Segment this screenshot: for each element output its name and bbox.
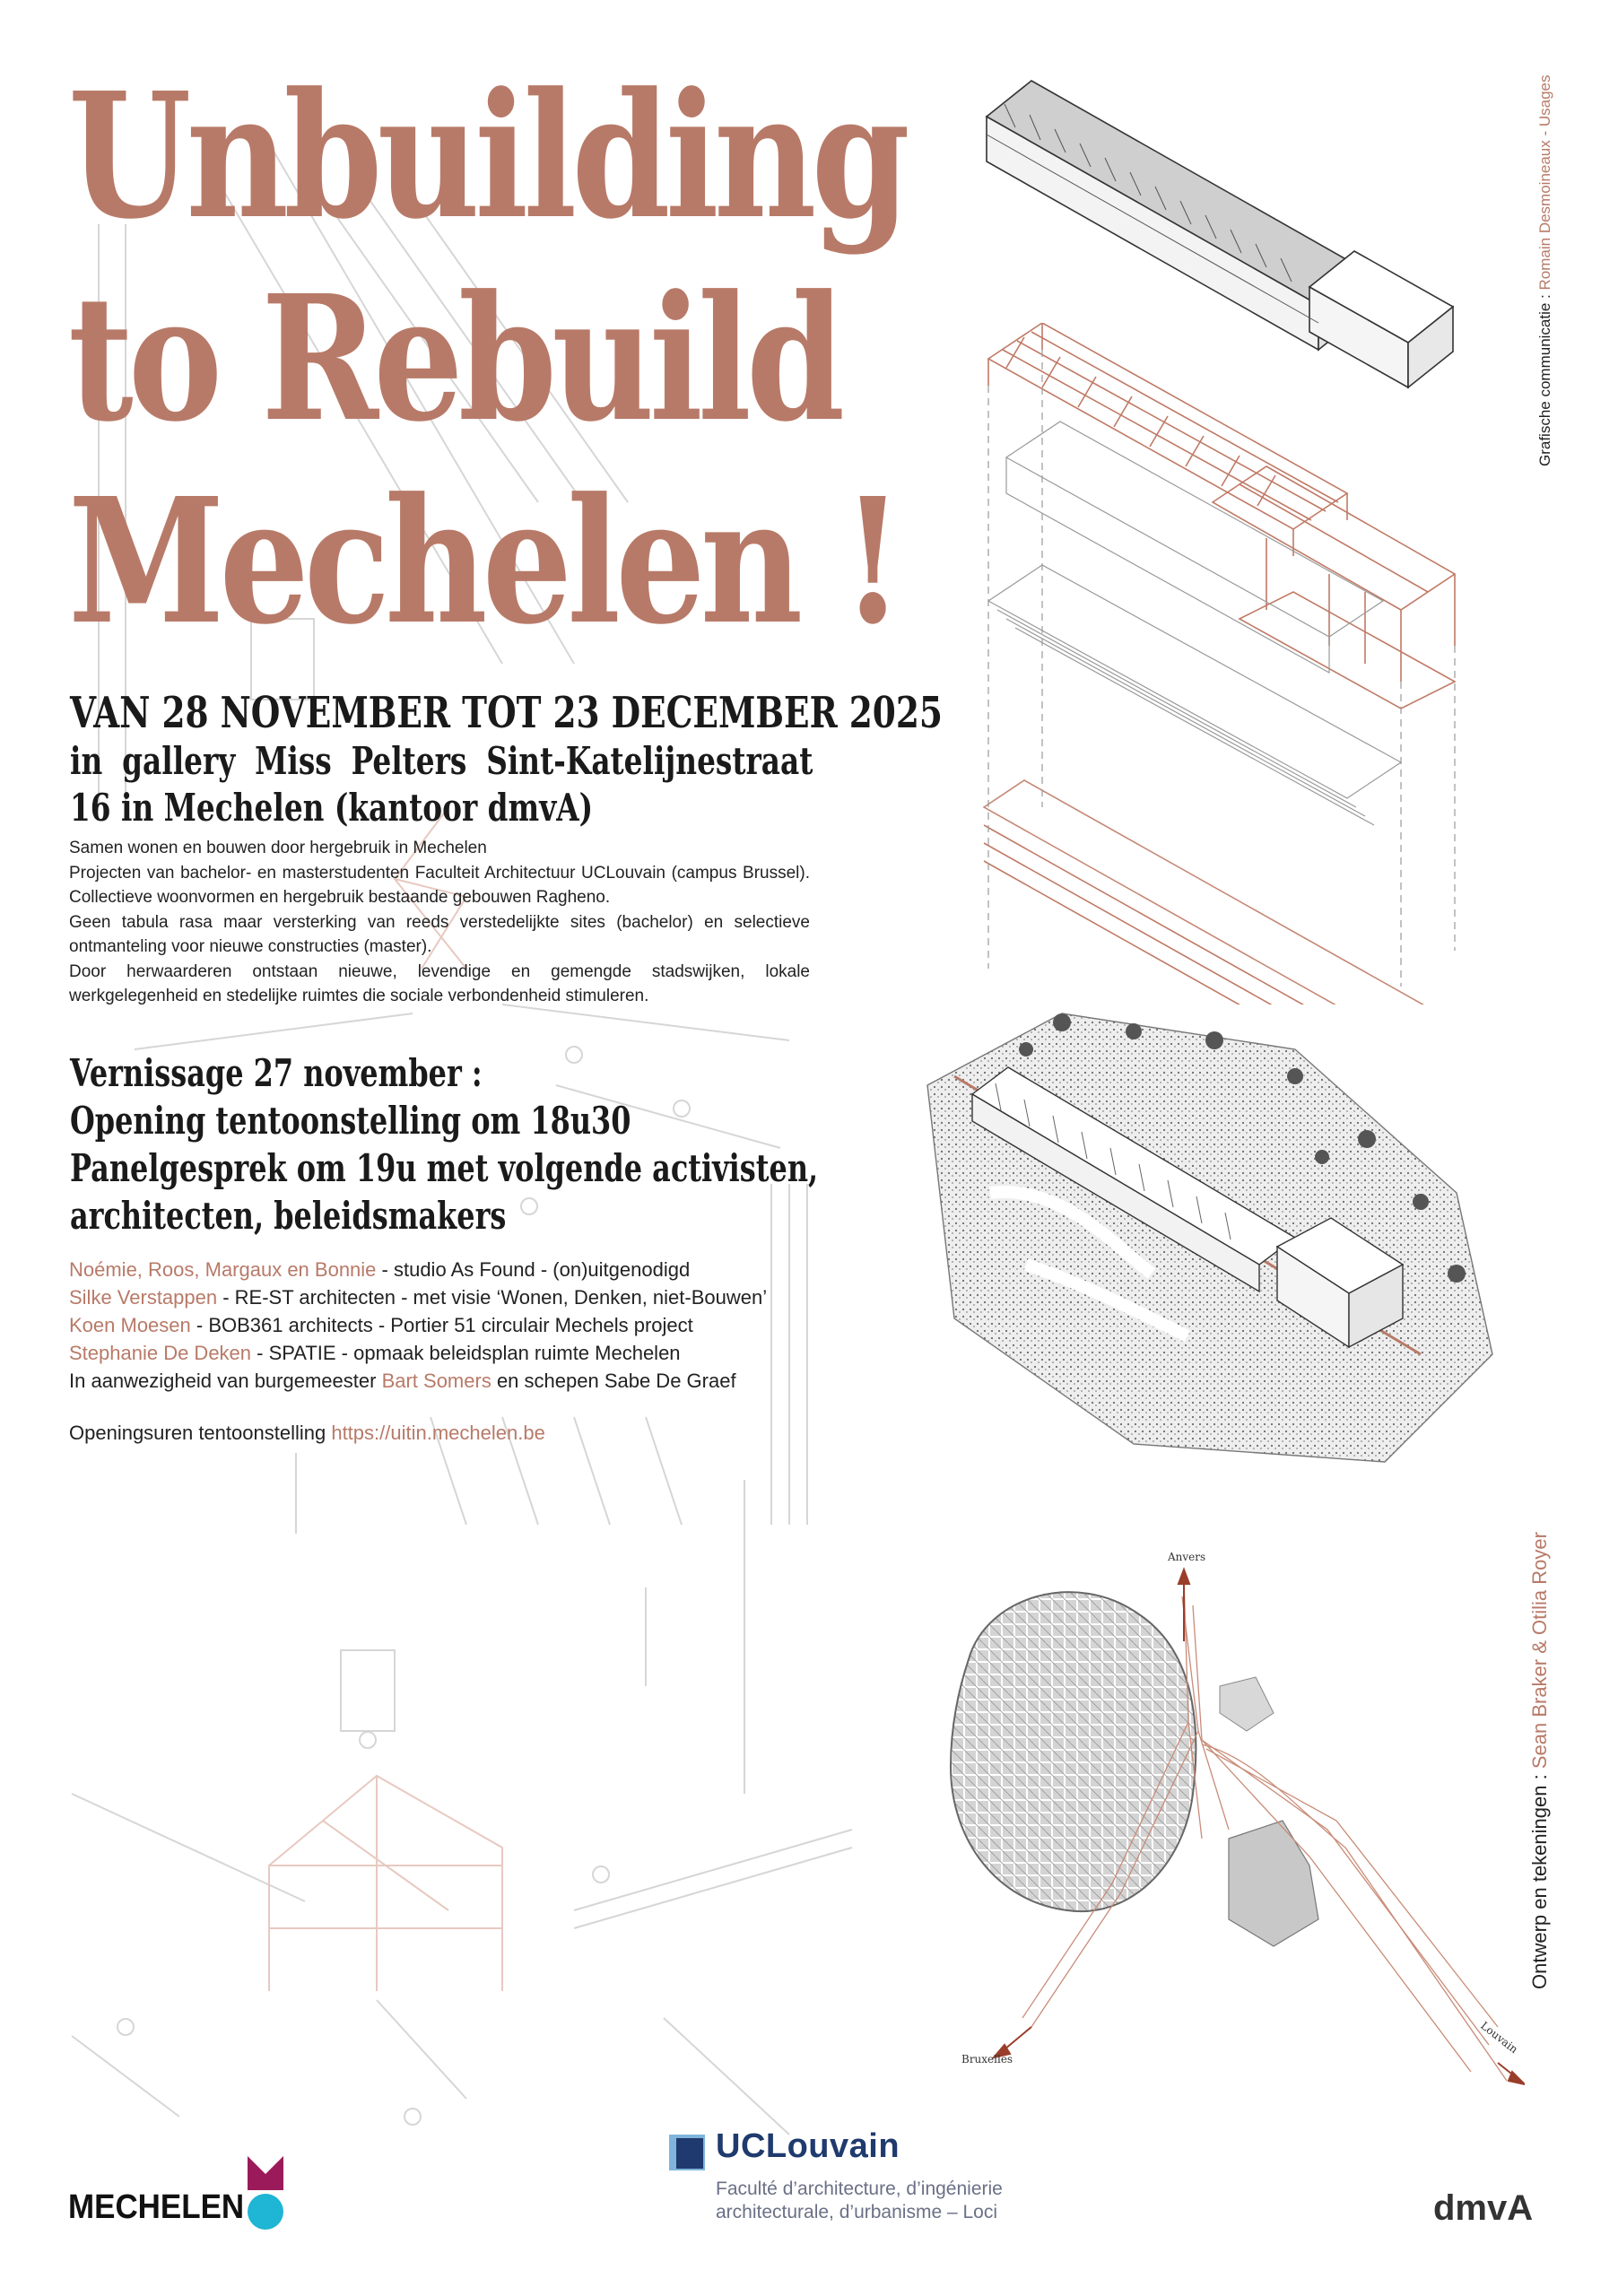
speaker-name: Silke Verstappen xyxy=(69,1286,218,1309)
title-line-3: Mechelen ! xyxy=(68,461,899,663)
mechelen-logo-text: MECHELEN xyxy=(68,2188,245,2226)
title-line-1: Unbuilding xyxy=(68,56,905,257)
intro-text xyxy=(69,836,810,1009)
intro-paragraph-1: Samen wonen en bouwen door hergebruik in Mechelen xyxy=(69,839,487,857)
intro-paragraph-4: Door herwaarderen ontstaan nieuwe, levendige en gemengde stadswijken, lokale werkgelegenheid en stedelijke ruimtes die sociale verbondenheid stimuleren. xyxy=(69,961,810,1005)
uclouvain-logo-text: UCLouvain xyxy=(716,2127,900,2165)
uclouvain-faculty-line-1: Faculté d’architecture, d’ingénierie xyxy=(716,2179,1003,2199)
intro-paragraph-2: Projecten van bachelor- en masterstudenten Faculteit Architectuur UCLouvain (campus Brussel). Collectieve woonvormen en hergebruik bestaande gebouwen Ragheno. xyxy=(69,863,810,907)
vernissage-block xyxy=(70,1049,820,1239)
speaker-item xyxy=(69,1339,876,1367)
uclouvain-logo xyxy=(669,2127,1064,2235)
vernissage-line-3: Panelgesprek om 19u met volgende activisten, xyxy=(70,1146,819,1190)
speaker-item xyxy=(69,1283,876,1311)
mechelen-logo-mark xyxy=(246,2156,285,2231)
map-label-southwest: Bruxelles xyxy=(961,2053,1013,2066)
opening-hours-label: Openingsuren tentoonstelling xyxy=(69,1422,332,1444)
uclouvain-faculty-line-2: architecturale, d’urbanisme – Loci xyxy=(716,2202,997,2222)
speaker-detail: - studio As Found - (on)uitgenodigd xyxy=(376,1258,691,1281)
speaker-item xyxy=(69,1256,876,1283)
exploded-structure-drawing xyxy=(970,323,1473,1004)
speaker-detail: - SPATIE - opmaak beleidsplan ruimte Mechelen xyxy=(251,1342,681,1364)
speaker-name: Stephanie De Deken xyxy=(69,1342,252,1364)
poster-title xyxy=(68,56,905,664)
design-credit-label: Ontwerp en tekeningen : xyxy=(1528,1769,1551,1989)
uclouvain-faculty xyxy=(716,2178,1074,2224)
design-credit xyxy=(1528,1487,1552,1989)
mayor-name: Bart Somers xyxy=(381,1370,491,1392)
map-label-southeast: Louvain xyxy=(1478,2019,1520,2057)
speaker-list xyxy=(69,1256,876,1395)
opening-hours xyxy=(69,1419,545,1447)
vernissage-line-2: Opening tentoonstelling om 18u30 xyxy=(70,1099,631,1143)
graphic-credit-name: Romain Desmoineaux - Usages xyxy=(1536,74,1553,291)
exhibition-dates: VAN 28 NOVEMBER TOT 23 DECEMBER 2025 xyxy=(70,688,943,738)
dmva-logo: dmvA xyxy=(1433,2188,1534,2228)
speaker-name: Noémie, Roos, Margaux en Bonnie xyxy=(69,1258,377,1281)
exhibition-venue: in gallery Miss Pelters Sint-Katelijnestraat 16 in Mechelen (kantoor dmvA) xyxy=(70,739,813,830)
map-label-north: Anvers xyxy=(1168,1551,1206,1563)
speaker-detail: - RE-ST architecten - met visie ‘Wonen, Denken, niet-Bouwen’ xyxy=(217,1286,768,1309)
presence-after: en schepen Sabe De Graef xyxy=(491,1370,736,1392)
design-credit-name: Sean Braker & Otilia Royer xyxy=(1528,1532,1551,1770)
vernissage-line-1: Vernissage 27 november : xyxy=(70,1051,483,1095)
speaker-detail: - BOB361 architects - Portier 51 circulair Mechels project xyxy=(190,1314,693,1336)
intro-paragraph-3: Geen tabula rasa maar versterking van reeds verstedelijkte sites (bachelor) en selectieve ontmanteling voor nieuwe constructies (master). xyxy=(69,912,810,956)
graphic-credit xyxy=(1535,54,1555,466)
presence-before: In aanwezigheid van burgemeester xyxy=(69,1370,382,1392)
opening-hours-link[interactable]: https://uitin.mechelen.be xyxy=(331,1422,545,1444)
mechelen-logo xyxy=(68,2156,301,2231)
presence-line xyxy=(69,1367,876,1395)
isometric-site-drawing xyxy=(918,978,1519,1480)
vernissage-line-4: architecten, beleidsmakers xyxy=(70,1194,507,1238)
city-map-drawing xyxy=(933,1543,1525,2099)
speaker-name: Koen Moesen xyxy=(69,1314,191,1336)
uclouvain-logo-mark xyxy=(669,2135,705,2170)
title-line-2: to Rebuild xyxy=(68,258,840,460)
graphic-credit-label: Grafische communicatie : xyxy=(1536,290,1553,466)
speaker-item xyxy=(69,1311,876,1339)
